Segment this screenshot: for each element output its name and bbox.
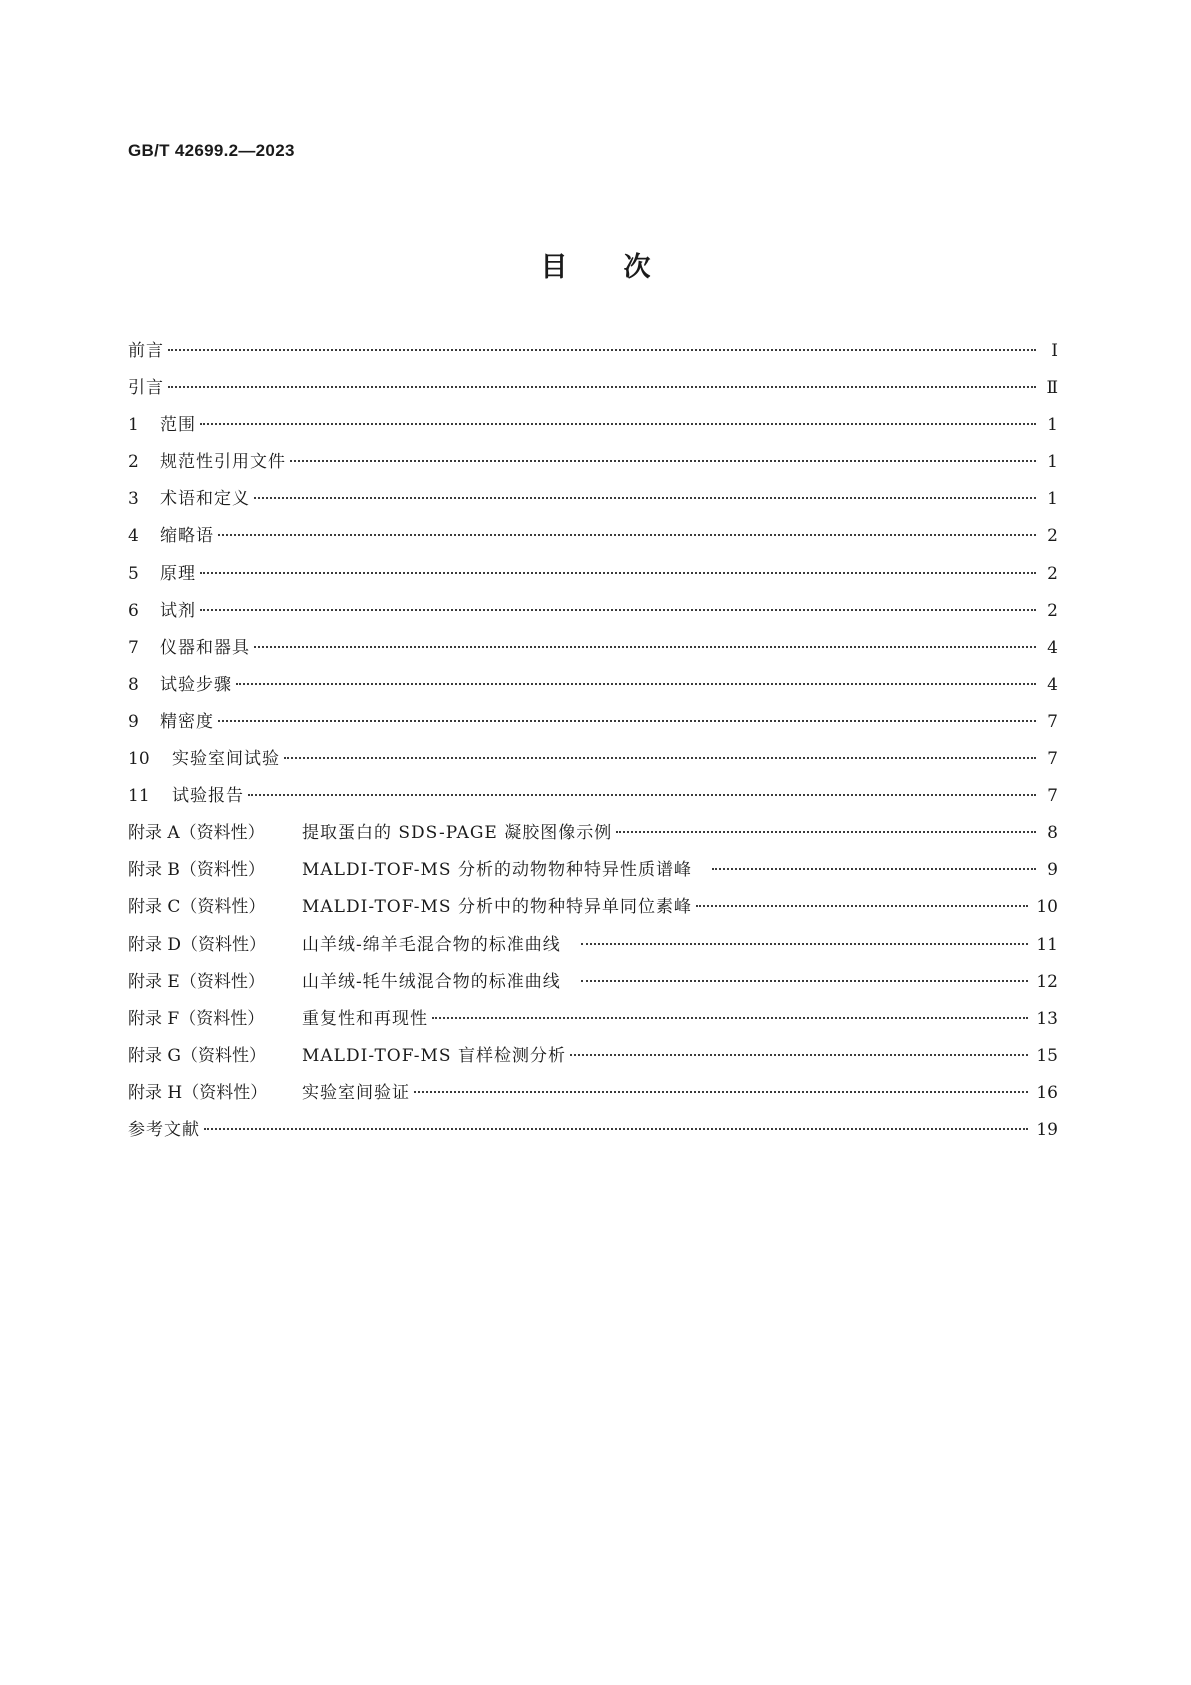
toc-entry-page: 13 [1036, 1008, 1058, 1029]
toc-entry-text: MALDI-TOF-MS 分析中的物种特异单同位素峰 [302, 897, 692, 918]
toc-entry-number: 4 [128, 526, 139, 547]
toc-entry-page: Ⅱ [1046, 378, 1058, 399]
toc-entry-annex-e[interactable] [128, 971, 1058, 1008]
dot-leader [254, 497, 1036, 499]
toc-entry-number: 7 [128, 637, 139, 658]
toc-entry-page: 2 [1047, 526, 1058, 547]
dot-leader [200, 609, 1036, 611]
toc-entry-page: 1 [1047, 489, 1058, 510]
toc-entry-annex-f[interactable] [128, 1008, 1058, 1045]
dot-leader [570, 1054, 1028, 1056]
toc-entry-number: 3 [128, 489, 139, 510]
annex-label: 附录 A（资料性） [128, 823, 265, 844]
toc-entry-text: 范围 [160, 415, 196, 436]
toc-entry-4[interactable] [128, 525, 1058, 562]
dot-leader [616, 831, 1036, 833]
dot-leader [696, 905, 1028, 907]
toc-entry-8[interactable] [128, 674, 1058, 711]
toc-entry-annex-b[interactable] [128, 859, 1058, 896]
toc-entry-7[interactable] [128, 637, 1058, 674]
toc-entry-number: 8 [128, 674, 139, 695]
toc-entry-text: 前言 [128, 341, 164, 361]
toc-entry-page: 4 [1047, 674, 1058, 695]
dot-leader [712, 868, 1036, 870]
toc-entry-number: 1 [128, 415, 139, 436]
toc-entry-text: 缩略语 [160, 526, 214, 547]
toc-entry-text: 试剂 [160, 600, 196, 621]
toc-entry-page: 7 [1047, 786, 1058, 807]
dot-leader [218, 720, 1036, 722]
toc-entry-text: 精密度 [160, 711, 214, 732]
page-title: 目次 [540, 252, 707, 283]
toc-entry-text: 试验报告 [172, 786, 244, 807]
toc-entry-annex-g[interactable] [128, 1045, 1058, 1082]
toc-entry-page: 8 [1047, 823, 1058, 844]
toc-entry-3[interactable] [128, 488, 1058, 525]
toc-entry-annex-h[interactable] [128, 1082, 1058, 1119]
toc-entry-text: MALDI-TOF-MS 盲样检测分析 [302, 1045, 566, 1066]
toc-entry-foreword[interactable] [128, 340, 1058, 377]
toc-entry-text: MALDI-TOF-MS 分析的动物物种特异性质谱峰 [302, 860, 692, 881]
dot-leader [284, 757, 1036, 759]
toc-entry-5[interactable] [128, 563, 1058, 600]
dot-leader [168, 349, 1036, 351]
toc-entry-page: 1 [1047, 452, 1058, 473]
dot-leader [414, 1091, 1028, 1093]
annex-label: 附录 C（资料性） [128, 897, 266, 918]
toc-entry-number: 2 [128, 452, 139, 473]
toc-entry-page: 2 [1047, 563, 1058, 584]
dot-leader [204, 1128, 1028, 1130]
toc-entry-number: 6 [128, 600, 139, 621]
dot-leader [432, 1017, 1028, 1019]
dot-leader [581, 980, 1029, 982]
toc-entry-text: 规范性引用文件 [160, 452, 286, 473]
annex-label: 附录 G（资料性） [128, 1045, 266, 1066]
dot-leader [218, 534, 1036, 536]
annex-label: 附录 B（资料性） [128, 860, 265, 881]
toc-entry-text: 山羊绒-绵羊毛混合物的标准曲线 [302, 934, 561, 955]
dot-leader [248, 794, 1036, 796]
toc-entry-bibliography[interactable] [128, 1119, 1058, 1156]
annex-label: 附录 E（资料性） [128, 971, 265, 992]
toc-entry-page: Ⅰ [1051, 341, 1058, 361]
toc-entry-page: 2 [1047, 600, 1058, 621]
toc-entry-page: 4 [1047, 637, 1058, 658]
document-code: GB/T 42699.2—2023 [128, 141, 295, 160]
toc-entry-number: 5 [128, 563, 139, 584]
toc-entry-2[interactable] [128, 451, 1058, 488]
toc-entry-text: 实验室间验证 [302, 1082, 410, 1103]
toc-entry-annex-c[interactable] [128, 896, 1058, 933]
toc-entry-text: 提取蛋白的 SDS-PAGE 凝胶图像示例 [302, 823, 613, 844]
dot-leader [236, 683, 1036, 685]
toc-entry-6[interactable] [128, 600, 1058, 637]
toc-entry-page: 1 [1047, 415, 1058, 436]
toc-entry-number: 11 [128, 786, 150, 807]
toc-entry-1[interactable] [128, 414, 1058, 451]
dot-leader [200, 572, 1036, 574]
toc-entry-introduction[interactable] [128, 377, 1058, 414]
toc-entry-text: 仪器和器具 [160, 637, 250, 658]
toc-entry-text: 原理 [160, 563, 196, 584]
toc-entry-number: 10 [128, 749, 150, 770]
dot-leader [168, 386, 1036, 388]
toc-entry-text: 实验室间试验 [172, 749, 280, 770]
toc-entry-page: 7 [1047, 711, 1058, 732]
dot-leader [254, 646, 1036, 648]
toc-entry-text: 山羊绒-牦牛绒混合物的标准曲线 [302, 971, 561, 992]
toc-entry-10[interactable] [128, 748, 1058, 785]
toc-entry-annex-d[interactable] [128, 934, 1058, 971]
dot-leader [200, 423, 1036, 425]
toc-entry-text: 试验步骤 [160, 674, 232, 695]
dot-leader [290, 460, 1036, 462]
toc-entry-11[interactable] [128, 785, 1058, 822]
toc-entry-page: 12 [1036, 971, 1058, 992]
toc-entry-page: 10 [1036, 897, 1058, 918]
toc-entry-page: 9 [1047, 860, 1058, 881]
toc-entry-page: 11 [1036, 934, 1058, 955]
toc-entry-page: 7 [1047, 749, 1058, 770]
toc-entry-annex-a[interactable] [128, 822, 1058, 859]
annex-label: 附录 H（资料性） [128, 1082, 268, 1103]
annex-label: 附录 D（资料性） [128, 934, 267, 955]
dot-leader [581, 943, 1029, 945]
toc-entry-text: 术语和定义 [160, 489, 250, 510]
toc-entry-text: 重复性和再现性 [302, 1008, 428, 1029]
toc-entry-9[interactable] [128, 711, 1058, 748]
toc-entry-number: 9 [128, 711, 139, 732]
toc-entry-text: 引言 [128, 378, 164, 399]
toc-entry-page: 16 [1036, 1082, 1058, 1103]
toc-entry-text: 参考文献 [128, 1119, 200, 1140]
toc-entry-page: 19 [1036, 1119, 1058, 1140]
annex-label: 附录 F（资料性） [128, 1008, 265, 1029]
table-of-contents [128, 340, 1058, 1156]
toc-entry-page: 15 [1036, 1045, 1058, 1066]
